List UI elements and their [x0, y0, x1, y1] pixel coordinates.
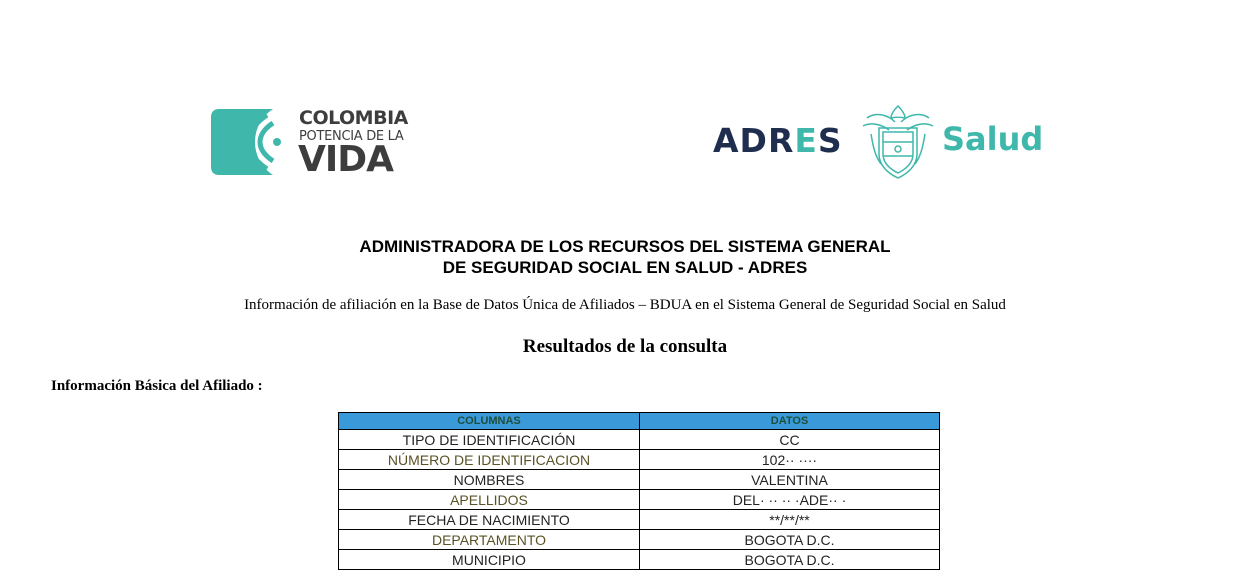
- table-row: [339, 530, 940, 550]
- page-title: [0, 236, 1243, 278]
- title-line-2: DE SEGURIDAD SOCIAL EN SALUD - ADRES: [442, 258, 808, 277]
- row-value: VALENTINA: [640, 470, 940, 490]
- colombia-coat-of-arms-icon: [861, 104, 935, 180]
- table-row: [339, 450, 940, 470]
- header-columnas: COLUMNAS: [339, 413, 640, 430]
- affiliate-info-table: [338, 412, 940, 570]
- results-heading: Resultados de la consulta: [522, 336, 728, 357]
- table-row: [339, 430, 940, 450]
- row-value: 102·· ····: [640, 450, 940, 470]
- row-label: FECHA DE NACIMIENTO: [339, 510, 640, 530]
- row-value: DEL· ·· ·· ·ADE·· ·: [640, 490, 940, 510]
- logo-text-vida: VIDA: [298, 139, 393, 180]
- row-label: NÚMERO DE IDENTIFICACION: [339, 450, 640, 470]
- row-value: BOGOTA D.C.: [640, 530, 940, 550]
- colombia-potencia-de-la-vida-logo: [211, 104, 411, 180]
- page-subtitle: Información de afiliación en la Base de Datos Única de Afiliados – BDUA en el Sistema General de Seguridad Social en Salud: [244, 297, 1006, 313]
- row-label: DEPARTAMENTO: [339, 530, 640, 550]
- adres-salud-logo: [713, 104, 1043, 180]
- adres-wordmark: ADRES: [713, 121, 843, 160]
- table-row: [339, 470, 940, 490]
- title-line-1: ADMINISTRADORA DE LOS RECURSOS DEL SISTEMA GENERAL: [359, 237, 891, 256]
- table-row: [339, 490, 940, 510]
- row-value: CC: [640, 430, 940, 450]
- row-label: NOMBRES: [339, 470, 640, 490]
- logo-text-colombia: COLOMBIA: [299, 107, 408, 129]
- colombia-signal-icon: [211, 109, 281, 175]
- header-datos: DATOS: [640, 413, 940, 430]
- table-row: [339, 510, 940, 530]
- salud-wordmark: Salud: [942, 120, 1044, 158]
- table-row: [339, 550, 940, 570]
- row-value: BOGOTA D.C.: [640, 550, 940, 570]
- row-label: APELLIDOS: [339, 490, 640, 510]
- row-label: MUNICIPIO: [339, 550, 640, 570]
- section-heading-basic-info: Información Básica del Afiliado :: [51, 378, 263, 394]
- table-header-row: [339, 413, 940, 430]
- logo-text-potencia: POTENCIA DE LA: [299, 129, 404, 144]
- row-label: TIPO DE IDENTIFICACIÓN: [339, 430, 640, 450]
- row-value: **/**/**: [640, 510, 940, 530]
